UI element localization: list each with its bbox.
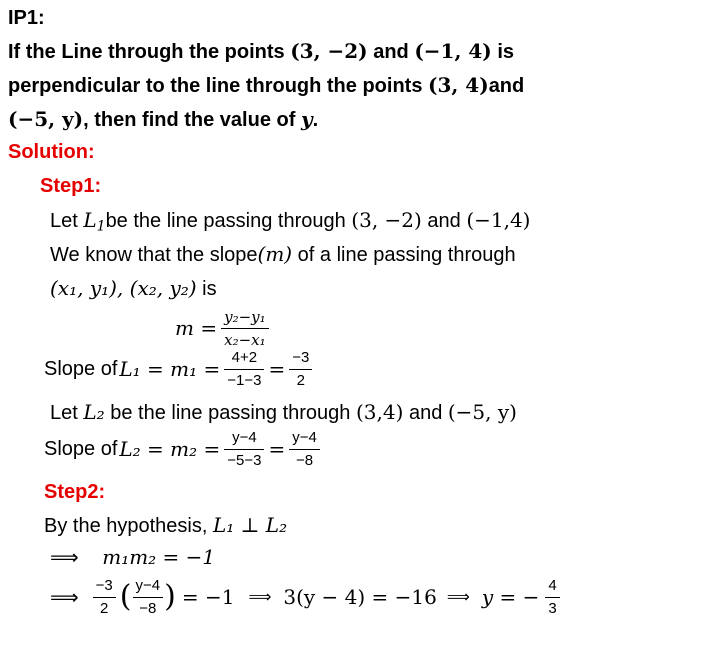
question-line-2 — [8, 73, 524, 98]
l1-point-a: (3, −2) — [351, 208, 422, 232]
fraction-denominator: 3 — [548, 599, 557, 617]
question-text: and — [367, 41, 415, 63]
text: Slope of — [44, 438, 118, 460]
text: Let — [50, 210, 84, 232]
generic-points-line — [50, 276, 217, 301]
generic-points: (x₁, y₁), (x₂, y₂) — [50, 276, 197, 300]
point-a: (3, −2) — [290, 39, 368, 63]
question-text: and — [488, 75, 525, 97]
text: be the line passing through — [104, 402, 356, 424]
text: and — [403, 402, 448, 424]
fraction-denominator: −8 — [139, 599, 157, 617]
equals-sign: = — [268, 437, 286, 461]
question-text: . — [312, 109, 319, 131]
l1-symbol: $L_1$ — [83, 208, 106, 235]
fraction-g1 — [93, 577, 116, 618]
fraction-denominator: 2 — [296, 371, 305, 389]
question-line-3 — [8, 107, 318, 132]
fraction-denominator: −1−3 — [227, 371, 262, 389]
step1-label: Step1: — [40, 175, 102, 197]
final-equation-line — [50, 574, 564, 620]
perpendicular-statement: L₁ ⊥ L₂ — [212, 513, 288, 537]
l1-point-b: (−1,4) — [466, 208, 531, 232]
fraction-numerator: y−4 — [289, 429, 320, 450]
point-d: (−5, y) — [8, 107, 84, 131]
problem-id: IP1: — [8, 7, 45, 29]
fraction-numerator: 4 — [545, 577, 559, 598]
text: is — [196, 278, 217, 300]
fraction-numerator: 4+2 — [224, 349, 264, 370]
slope-l1-math: L₁ = m₁ = — [119, 357, 221, 381]
equals-minus-one: = −1 — [181, 585, 235, 609]
right-paren: ) — [164, 579, 176, 614]
question-text: If the Line through the points — [8, 41, 291, 63]
slope-fraction — [221, 308, 269, 349]
fraction-numerator: y−4 — [133, 577, 164, 598]
let-l1-line — [50, 208, 530, 233]
fraction-numerator: y₂−y₁ — [221, 308, 269, 329]
text: Let — [50, 402, 84, 424]
text: We know that the slope — [50, 244, 258, 266]
equals-sign: = — [268, 357, 286, 381]
hypothesis-line — [44, 513, 287, 538]
implies-arrow: ⟹ — [446, 587, 470, 606]
fraction-4 — [289, 429, 320, 470]
slope-lhs: m = — [175, 316, 218, 340]
fraction-numerator: y−4 — [224, 429, 264, 450]
slope-definition-line — [50, 242, 516, 267]
l2-point-b: (−5, y) — [447, 400, 517, 424]
fraction-3 — [224, 429, 264, 470]
fraction-result — [545, 577, 559, 618]
linear-equation: 3(y − 4) = −16 — [283, 585, 437, 609]
text: Slope of — [44, 358, 118, 380]
fraction-numerator: −3 — [289, 349, 312, 370]
fraction-numerator: −3 — [93, 577, 116, 598]
text: and — [421, 210, 467, 232]
text: By the hypothesis, — [44, 515, 213, 537]
variable-y: y — [300, 107, 313, 131]
fraction-denominator: 2 — [100, 599, 109, 617]
fraction-2 — [289, 349, 312, 390]
implies-arrow: ⟹ — [50, 585, 79, 609]
l2-symbol: L₂ — [83, 400, 105, 424]
let-l2-line — [50, 400, 517, 425]
fraction-denominator: −5−3 — [227, 451, 262, 469]
slope-symbol: (m) — [257, 242, 293, 266]
slope-l2-line — [44, 427, 324, 471]
slope-l1-line — [44, 348, 316, 390]
slope-l2-math: L₂ = m₂ = — [119, 437, 221, 461]
step2-label: Step2: — [44, 481, 106, 503]
fraction-g2 — [133, 577, 164, 618]
fraction-denominator: x₂−x₁ — [224, 330, 266, 349]
point-c: (3, 4) — [428, 73, 489, 97]
text: of a line passing through — [292, 244, 516, 266]
y-equals: y = − — [481, 585, 540, 609]
l2-point-a: (3,4) — [355, 400, 404, 424]
product-equation: m₁m₂ = −1 — [102, 545, 216, 569]
product-of-slopes-line — [50, 545, 215, 570]
point-b: (−1, 4) — [414, 39, 492, 63]
text: be the line passing through — [105, 210, 352, 232]
fraction-denominator: −8 — [296, 451, 314, 469]
question-text: is — [491, 41, 515, 63]
implies-arrow: ⟹ — [50, 545, 79, 569]
left-paren: ( — [119, 579, 132, 614]
question-text: , then find the value of — [83, 109, 301, 131]
question-text: perpendicular to the line through the points — [8, 75, 428, 97]
fraction-1 — [224, 349, 264, 390]
slope-formula — [175, 308, 273, 348]
solution-label: Solution: — [8, 141, 95, 163]
implies-arrow: ⟹ — [248, 587, 272, 606]
question-line-1 — [8, 39, 514, 64]
